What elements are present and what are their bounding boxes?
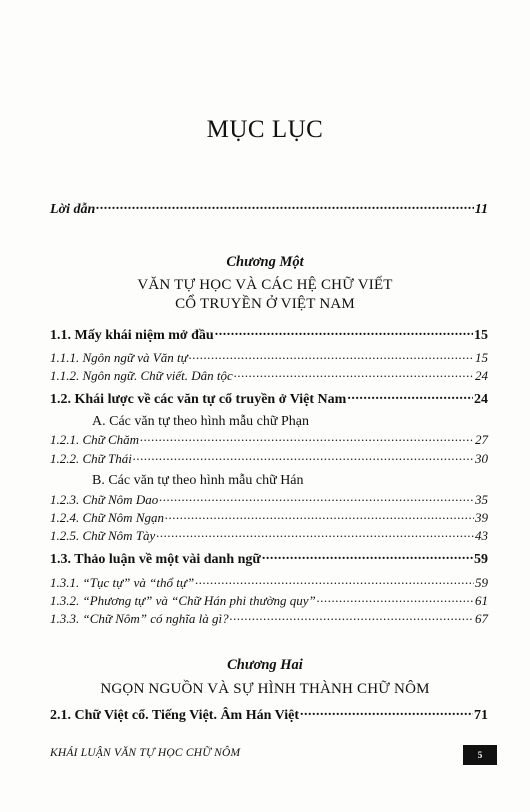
dot-leader <box>165 510 474 522</box>
dot-leader <box>215 327 473 339</box>
dot-leader <box>347 391 473 403</box>
toc-entry-intro[interactable] <box>50 201 488 218</box>
chapter-heading: Chương Hai <box>227 657 303 673</box>
toc-entry-label: 1.2. Khái lược về các văn tự cổ truyền ở Việt Nam <box>50 392 347 407</box>
toc-entry-label: 1.1. Mấy khái niệm mở đầu <box>50 328 214 343</box>
subsection-b-heading: B. Các văn tự theo hình mẫu chữ Hán <box>92 473 304 488</box>
toc-entry-page: 59 <box>474 552 488 567</box>
toc-entry-2-1[interactable] <box>50 707 488 724</box>
chapter-title-line1: VĂN TỰ HỌC VÀ CÁC HỆ CHỮ VIẾT <box>137 277 393 293</box>
toc-entry-1-3-2[interactable] <box>50 593 488 609</box>
dot-leader <box>156 528 474 540</box>
toc-entry-page: 24 <box>475 368 488 383</box>
toc-entry-label: 1.3.2. “Phương tự” và “Chữ Hán phi thường quy” <box>50 593 316 608</box>
toc-entry-1-2-2[interactable] <box>50 451 488 467</box>
dot-leader <box>230 611 474 623</box>
toc-entry-label: 1.2.4. Chữ Nôm Ngạn <box>50 510 164 525</box>
subsection-a-heading: A. Các văn tự theo hình mẫu chữ Phạn <box>92 414 309 429</box>
toc-entry-label: 1.2.3. Chữ Nôm Dao <box>50 492 159 507</box>
toc-entry-1-2-1[interactable] <box>50 432 488 448</box>
toc-entry-1-2-5[interactable] <box>50 528 488 544</box>
chapter-title-line2: CỔ TRUYỀN Ở VIỆT NAM <box>175 296 355 312</box>
toc-entry-1-1-2[interactable] <box>50 368 488 384</box>
toc-entry-page: 30 <box>475 451 488 466</box>
dot-leader <box>189 350 474 362</box>
toc-entry-page: 61 <box>475 593 488 608</box>
toc-entry-label: 1.2.2. Chữ Thái <box>50 451 132 466</box>
toc-entry-1-1-1[interactable] <box>50 350 488 366</box>
toc-entry-page: 67 <box>475 611 488 626</box>
dot-leader <box>317 593 474 605</box>
toc-entry-label: 1.3. Thảo luận về một vài danh ngữ <box>50 552 261 567</box>
dot-leader <box>159 492 474 504</box>
toc-entry-page: 15 <box>475 350 488 365</box>
dot-leader <box>300 707 473 719</box>
chapter-title: NGỌN NGUỒN VÀ SỰ HÌNH THÀNH CHỮ NÔM <box>100 681 430 697</box>
dot-leader <box>262 551 473 563</box>
toc-entry-label: 1.2.5. Chữ Nôm Tày <box>50 528 156 543</box>
toc-entry-1-2-4[interactable] <box>50 510 488 526</box>
toc-entry-page: 24 <box>474 392 488 407</box>
toc-entry-label: 1.1.2. Ngôn ngữ. Chữ viết. Dân tộc <box>50 368 233 383</box>
dot-leader <box>195 575 474 587</box>
toc-entry-1-1[interactable] <box>50 327 488 344</box>
dot-leader <box>96 201 474 213</box>
toc-entry-label: 1.1.1. Ngôn ngữ và Văn tự <box>50 350 188 365</box>
dot-leader <box>133 451 474 463</box>
running-footer: KHÁI LUẬN VĂN TỰ HỌC CHỮ NÔM <box>50 747 241 759</box>
toc-entry-1-2[interactable] <box>50 391 488 408</box>
toc-entry-page: 27 <box>475 432 488 447</box>
toc-entry-page: 11 <box>474 202 488 217</box>
toc-entry-1-2-3[interactable] <box>50 492 488 508</box>
toc-entry-label: 1.3.1. “Tục tự” và “thổ tự” <box>50 575 195 590</box>
toc-entry-1-3-1[interactable] <box>50 575 488 591</box>
chapter-heading: Chương Một <box>226 254 304 270</box>
toc-entry-1-3[interactable] <box>50 551 488 568</box>
toc-entry-label: 1.2.1. Chữ Chăm <box>50 432 140 447</box>
toc-entry-page: 59 <box>475 575 488 590</box>
page-number-badge: 5 <box>463 745 497 765</box>
toc-entry-label: Lời dẫn <box>50 202 96 217</box>
toc-entry-page: 71 <box>474 708 488 723</box>
toc-entry-page: 43 <box>475 528 488 543</box>
toc-entry-1-3-3[interactable] <box>50 611 488 627</box>
toc-entry-page: 39 <box>475 510 488 525</box>
dot-leader <box>234 368 474 380</box>
toc-entry-label: 2.1. Chữ Việt cổ. Tiếng Việt. Âm Hán Việt <box>50 708 299 723</box>
dot-leader <box>140 432 474 444</box>
toc-entry-label: 1.3.3. “Chữ Nôm” có nghĩa là gì? <box>50 611 229 626</box>
toc-entry-page: 35 <box>475 492 488 507</box>
toc-entry-page: 15 <box>474 328 488 343</box>
page-title: MỤC LỤC <box>206 116 324 143</box>
